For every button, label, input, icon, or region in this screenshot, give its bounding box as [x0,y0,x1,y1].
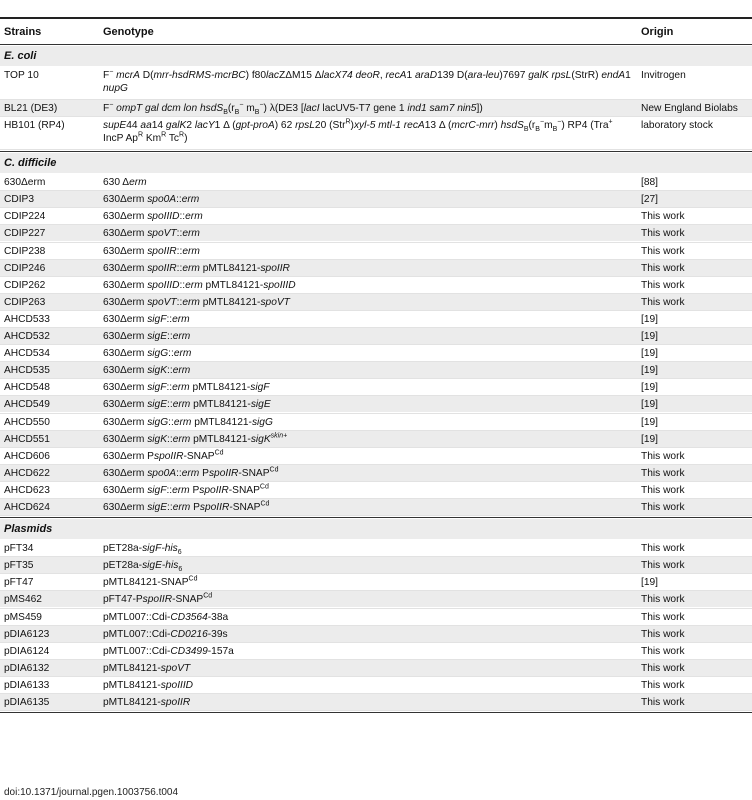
genotype-cell: 630 Δerm [103,177,147,189]
strain-cell: AHCD624 [4,502,50,513]
origin-cell: This work [641,502,685,513]
origin-cell: [19] [641,365,658,377]
strain-cell: pMS459 [4,611,42,623]
strain-cell: TOP 10 [4,70,39,81]
genotype-cell: 630Δerm spoVT::erm [103,228,200,240]
row-separator [0,395,752,396]
row-separator [0,642,752,643]
table-row [0,207,752,224]
genotype-cell: 630Δerm sigG::erm [103,348,192,360]
row-separator [0,430,752,431]
table-row [0,481,752,498]
genotype-cell: pMTL84121-spoIIR [103,697,191,708]
row-separator [0,190,752,191]
genotype-cell: F− ompT gal dcm lon $hsdS_B(r_B^-$ $m_B^-$) λ(DE3 [lacI lacUV5-T7 gene 1 ind1 sam7 nin5]) [103,101,483,117]
origin-cell: This work [641,611,685,623]
genotype-cell: 630Δerm sigE::erm PspoIIR-$SNAP^{Cd}$ [103,500,270,513]
section-header [0,46,752,66]
section-title: E. coli [4,50,37,62]
origin-cell: This work [641,279,685,291]
genotype-cell: F− mcrA D(mrr-hsdRMS-mcrBC) f80lacZΔM15 ΔlacX74 deoR, recA1 araD139 D(ara-leu)7697 galK rpsL(StrR) endA1 nupG [103,68,631,94]
origin-cell: This work [641,594,685,606]
origin-cell: This work [641,645,685,657]
strain-cell: CDIP227 [4,228,46,240]
strain-cell: AHCD549 [4,399,50,411]
origin-cell: [19] [641,382,658,394]
row-separator [0,378,752,379]
table-row [0,224,752,241]
origin-cell: New England Biolabs [641,103,738,114]
strain-cell: AHCD606 [4,450,50,462]
strain-cell: HB101 (RP4) [4,120,65,132]
row-separator [0,344,752,345]
row-separator [0,310,752,311]
origin-cell: This work [641,543,685,555]
header-genotype: Genotype [103,26,154,38]
section-divider-rule [0,151,752,152]
section-header [0,519,752,539]
origin-cell: Invitrogen [641,70,686,81]
strain-cell: 630Δerm [4,177,46,189]
origin-cell: [19] [641,433,658,445]
strain-cell: AHCD623 [4,484,50,496]
genotype-cell: 630Δerm sigG::erm pMTL84121-sigG [103,416,273,428]
row-separator [0,276,752,277]
strain-cell: pDIA6132 [4,662,50,674]
genotype-cell: pMTL007::Cdi-CD0216-39s [103,628,228,640]
table-row [0,116,752,149]
genotype-cell: pET28a-sigF-his$_6$ [103,543,182,557]
row-separator [0,361,752,362]
genotype-cell: 630Δerm sigK::erm pMTL84121-sigK$^{skin+}$ [103,432,288,445]
strain-cell: pFT47 [4,577,34,589]
genotype-cell: pMTL007::Cdi-CD3564-38a [103,611,229,623]
row-separator [0,207,752,208]
table-row [0,676,752,693]
table-row [0,659,752,676]
row-separator [0,242,752,243]
origin-cell: This work [641,245,685,257]
row-separator [0,608,752,609]
strain-cell: AHCD622 [4,467,50,479]
table-header [0,20,752,44]
table-row [0,344,752,361]
table-row [0,430,752,447]
origin-cell: This work [641,450,685,462]
top-margin [0,0,752,17]
table-row [0,327,752,344]
strain-cell: CDIP262 [4,279,46,291]
section-title: Plasmids [4,523,53,536]
header-origin: Origin [641,26,674,38]
table-row [0,498,752,515]
row-separator [0,693,752,694]
row-separator [0,498,752,499]
table-row [0,66,752,99]
origin-cell: [19] [641,331,658,342]
table-row [0,99,752,116]
strain-cell: CDIP246 [4,262,46,274]
strain-cell: CDIP263 [4,296,46,308]
table-row [0,573,752,590]
table-row [0,642,752,659]
genotype-cell: 630Δerm spoIIID::erm pMTL84121-spoIIID [103,279,296,291]
genotype-cell: pET28a-sigE-his$_6$ [103,560,183,574]
table-row [0,293,752,310]
origin-cell: [19] [641,348,658,360]
table-row [0,556,752,573]
table-row [0,259,752,276]
table-top-rule [0,17,752,19]
strain-cell: CDIP3 [4,194,35,206]
row-separator [0,464,752,465]
origin-cell: This work [641,662,685,674]
origin-cell: [19] [641,416,658,428]
strain-cell: pDIA6124 [4,645,50,657]
strain-cell: pMS462 [4,594,42,606]
table-row [0,447,752,464]
strain-cell: AHCD551 [4,433,50,445]
strain-cell: AHCD533 [4,313,50,325]
genotype-cell: supE44 aa14 galK2 lacY1 Δ (gpt-proA) 62 rpsL20 (Str$^R$)xyl-5 mtl-1 recA13 Δ (mcrC-mrr) $hsdS_B(r_B^-m_B^-)$ RP4 (Tra+ IncP $Ap^R$ $Km^R$ $Tc^R$) [103,118,613,145]
table-row [0,608,752,625]
table-row [0,310,752,327]
origin-cell: This work [641,560,685,572]
row-separator [0,481,752,482]
origin-cell: [19] [641,577,658,589]
strain-cell: AHCD534 [4,348,50,360]
genotype-cell: 630Δerm sigF::erm PspoIIR-$SNAP^{Cd}$ [103,483,269,496]
origin-cell: This work [641,484,685,496]
row-separator [0,293,752,294]
strain-cell: pDIA6135 [4,697,50,708]
table-row [0,625,752,642]
genotype-cell: 630Δerm PspoIIR-$SNAP^{Cd}$ [103,449,224,462]
table-row [0,693,752,710]
strain-cell: CDIP238 [4,245,46,257]
row-separator [0,224,752,225]
origin-cell: This work [641,467,685,479]
section-title: C. difficile [4,157,57,170]
origin-cell: [19] [641,399,658,411]
table-row [0,190,752,207]
genotype-cell: pMTL84121-spoIIID [103,679,194,691]
row-separator [0,149,752,150]
origin-cell: [19] [641,313,658,325]
origin-cell: This work [641,679,685,691]
row-separator [0,573,752,574]
strain-cell: AHCD548 [4,382,50,394]
genotype-cell: 630Δerm sigF::erm [103,313,190,325]
row-separator [0,625,752,626]
table-bottom-rule [0,712,752,713]
genotype-cell: 630Δerm spo0A::erm PspoIIR-$SNAP^{Cd}$ [103,466,279,479]
row-separator [0,447,752,448]
row-separator [0,327,752,328]
doi-caption: doi:10.1371/journal.pgen.1003756.t004 [4,787,179,798]
strain-cell: pDIA6123 [4,628,50,640]
genotype-cell: 630Δerm spoIIID::erm [103,211,203,223]
origin-cell: This work [641,262,685,274]
table-row [0,242,752,259]
strain-cell: AHCD535 [4,365,50,377]
row-separator [0,99,752,100]
table-row [0,539,752,556]
row-separator [0,590,752,591]
genotype-cell: pMTL84121-spoVT [103,662,191,674]
table-row [0,173,752,190]
genotype-cell: $pMTL84121-SNAP^{Cd}$ [103,575,198,589]
strain-cell: AHCD532 [4,331,50,342]
row-separator [0,710,752,711]
strain-cell: pFT35 [4,560,34,572]
origin-cell: This work [641,628,685,640]
table-row [0,276,752,293]
row-separator [0,659,752,660]
genotype-cell: $pFT47-PspoIIR-SNAP^{Cd}$ [103,593,213,606]
section-divider-rule [0,517,752,518]
genotype-cell: 630Δerm sigK::erm [103,365,191,377]
origin-cell: This work [641,697,685,708]
origin-cell: laboratory stock [641,120,713,132]
strain-cell: pFT34 [4,543,34,555]
genotype-cell: 630Δerm spo0A::erm [103,194,200,206]
row-separator [0,556,752,557]
origin-cell: This work [641,296,685,308]
origin-cell: [27] [641,194,658,206]
origin-cell: This work [641,211,685,223]
genotype-cell: 630Δerm sigE::erm [103,331,191,342]
strain-cell: CDIP224 [4,211,46,223]
table-row [0,590,752,607]
table-row [0,413,752,430]
row-separator [0,676,752,677]
genotype-cell: 630Δerm spoIIR::erm [103,245,200,257]
header-bottom-rule [0,44,752,45]
genotype-cell: 630Δerm spoIIR::erm pMTL84121-spoIIR [103,262,290,274]
origin-cell: [88] [641,177,658,189]
strain-cell: AHCD550 [4,416,50,428]
genotype-cell: 630Δerm sigF::erm pMTL84121-sigF [103,382,270,394]
genotype-cell: 630Δerm sigE::erm pMTL84121-sigE [103,399,271,411]
section-header [0,153,752,173]
table-row [0,361,752,378]
genotype-cell: pMTL007::Cdi-CD3499-157a [103,645,234,657]
strain-cell: BL21 (DE3) [4,103,58,114]
table-row [0,378,752,395]
strain-cell: pDIA6133 [4,679,50,691]
row-separator [0,515,752,516]
row-separator [0,413,752,414]
row-separator [0,116,752,117]
row-separator [0,259,752,260]
genotype-cell: 630Δerm spoVT::erm pMTL84121-spoVT [103,296,290,308]
header-strains: Strains [4,26,42,38]
origin-cell: This work [641,228,685,240]
table-row [0,395,752,412]
table-row [0,464,752,481]
